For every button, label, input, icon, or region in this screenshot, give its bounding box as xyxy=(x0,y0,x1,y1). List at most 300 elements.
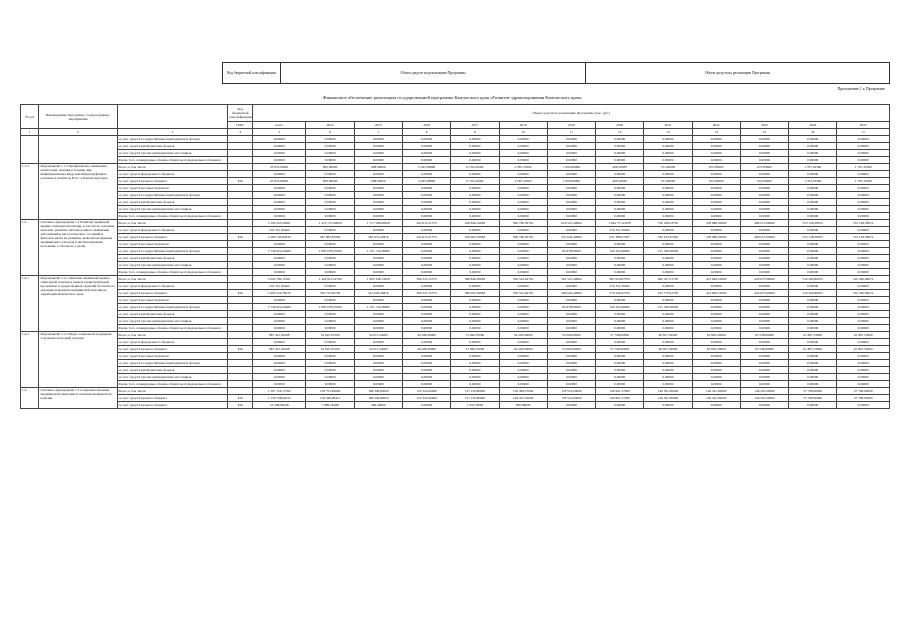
row-year-value: 61 867,53900 xyxy=(789,346,837,353)
row-year-value: 0,00000 xyxy=(789,353,837,360)
row-year-value: 0,00000 xyxy=(547,241,595,248)
row-year-value: 0,00000 xyxy=(354,297,402,304)
table-row xyxy=(21,248,890,255)
row-year-value: 0,00000 xyxy=(499,136,547,143)
row-year-value: 0,00000 xyxy=(403,381,451,388)
row-year-value: 0,00000 xyxy=(837,185,890,192)
row-num: 1.2.2. xyxy=(21,332,39,388)
row-year-value: 0,00000 xyxy=(547,227,595,234)
row-year-value: 0,00000 xyxy=(354,241,402,248)
table-row xyxy=(21,395,890,402)
table-row xyxy=(21,220,890,227)
row-year-value: 0,00000 xyxy=(740,304,788,311)
row-year-value: 0,00000 xyxy=(644,157,692,164)
row-year-value: 386 649,39638 xyxy=(451,276,499,283)
row-year-value: 0,00000 xyxy=(451,304,499,311)
row-year-value: 0,00000 xyxy=(499,255,547,262)
row-year-value: 146 391,00000 xyxy=(692,395,740,402)
row-year-value: 0,00000 xyxy=(499,297,547,304)
row-year-value: 0,00000 xyxy=(547,157,595,164)
row-year-value: 0,00000 xyxy=(499,185,547,192)
row-year-value: 0,00000 xyxy=(403,269,451,276)
row-year-value: 0,00000 xyxy=(499,353,547,360)
table-row xyxy=(21,318,890,325)
row-year-value: 0,00000 xyxy=(451,269,499,276)
row-grbs xyxy=(228,255,253,262)
row-year-value: 0,00000 xyxy=(451,192,499,199)
row-year-value: 0,00000 xyxy=(306,339,354,346)
row-year-value: 465 872,22816 xyxy=(354,234,402,241)
row-year-value: 0,00000 xyxy=(499,262,547,269)
row-year-value: 0,00000 xyxy=(306,297,354,304)
row-year-value: 61 867,53900 xyxy=(837,332,890,339)
row-year-value: 0,00000 xyxy=(306,150,354,157)
row-year-value: 1 767,43360 xyxy=(837,178,890,185)
col-grbs: ГРБС xyxy=(228,122,253,129)
row-year-value: 0,00000 xyxy=(451,381,499,388)
row-year-value: 0,00000 xyxy=(837,157,890,164)
row-total: 0,00000 xyxy=(253,157,306,164)
row-year-value: 0,00000 xyxy=(451,339,499,346)
row-total: 0,00000 xyxy=(253,339,306,346)
row-source: за счет средств прочих внебюджетных источников xyxy=(117,318,228,325)
row-year-value: 310 260,86072 xyxy=(837,290,890,297)
row-year-value: 0,00000 xyxy=(692,192,740,199)
row-year-value: 0,00000 xyxy=(547,297,595,304)
row-year-value: 420 675,99000 xyxy=(740,290,788,297)
row-year-value: 0,00000 xyxy=(789,297,837,304)
row-year-value: 530 433,87265 xyxy=(644,234,692,241)
row-year-value: 0,00000 xyxy=(692,136,740,143)
row-year-value: 0,00000 xyxy=(692,269,740,276)
row-year-value: 987 024,87970 xyxy=(596,276,644,283)
row-year-value: 0,00000 xyxy=(596,171,644,178)
row-year-value: 0,00000 xyxy=(354,325,402,332)
row-year-value: 7 899,54488 xyxy=(306,402,354,409)
row-year-value: 310 260,86072 xyxy=(789,290,837,297)
row-year-value: 0,00000 xyxy=(306,283,354,290)
row-year-value: 0,00000 xyxy=(403,157,451,164)
table-row xyxy=(21,283,890,290)
row-grbs xyxy=(228,241,253,248)
row-year-value: 0,00000 xyxy=(451,157,499,164)
row-year-value: 0,00000 xyxy=(547,339,595,346)
row-year-value: 0,00000 xyxy=(740,255,788,262)
row-source: за счет средств федерального бюджета xyxy=(117,339,228,346)
row-year-value: 482,40000 xyxy=(354,402,402,409)
page-title: Финансовое обеспечение реализации государственной программы Камчатского края «Развитие здравоохранения Камчатского края» xyxy=(322,95,583,100)
row-year-value: 0,00000 xyxy=(692,206,740,213)
row-grbs xyxy=(228,199,253,206)
row-total: 0,00000 xyxy=(253,192,306,199)
index-cell: 11 xyxy=(547,129,595,136)
row-total: 270 331,20462 xyxy=(253,227,306,234)
row-grbs: 816 xyxy=(228,395,253,402)
row-year-value: 0,00000 xyxy=(692,360,740,367)
row-year-value: 478 989,30000 xyxy=(692,220,740,227)
row-year-value: 0,00000 xyxy=(596,241,644,248)
row-year-value: 0,00000 xyxy=(547,367,595,374)
row-year-value: 0,00000 xyxy=(451,213,499,220)
row-year-value: 0,00000 xyxy=(740,248,788,255)
row-year-value: 0,00000 xyxy=(354,185,402,192)
row-total: 2 738 924,44000 xyxy=(253,304,306,311)
row-year-value: 0,00000 xyxy=(451,353,499,360)
row-year-value: 0,00000 xyxy=(403,325,451,332)
row-year-value: 0,00000 xyxy=(740,206,788,213)
row-year-value: 61 867,53900 xyxy=(789,332,837,339)
row-year-value: 0,00000 xyxy=(306,199,354,206)
row-year-value: 0,00000 xyxy=(306,318,354,325)
row-year-value: 0,00000 xyxy=(837,367,890,374)
row-year-value: 372 128,38972 xyxy=(837,234,890,241)
row-year-value: 0,00000 xyxy=(499,318,547,325)
row-year-value: 0,00000 xyxy=(354,367,402,374)
top-header-code: Код бюджетной классификации xyxy=(223,63,281,83)
row-year-value: 0,00000 xyxy=(499,283,547,290)
row-year-value: 0,00000 xyxy=(596,360,644,367)
row-year-value: 64 878,00000 xyxy=(547,304,595,311)
row-year-value: 0,00000 xyxy=(692,318,740,325)
row-source: за счет средств внебюджетных фондов xyxy=(117,367,228,374)
row-year-value: 0,00000 xyxy=(692,367,740,374)
row-grbs xyxy=(228,150,253,157)
row-year-value: 0,00000 xyxy=(547,360,595,367)
row-year-value: 57 748,00000 xyxy=(596,346,644,353)
row-year-value: 413 849,10000 xyxy=(692,276,740,283)
row-year-value: 0,00000 xyxy=(403,360,451,367)
row-year-value: 6 139,43366 xyxy=(451,178,499,185)
row-year-value: 54 236,00000 xyxy=(499,332,547,339)
row-year-value: 0,00000 xyxy=(740,136,788,143)
row-year-value: 0,00000 xyxy=(692,171,740,178)
col-num: № п/п xyxy=(21,105,39,129)
row-grbs xyxy=(228,360,253,367)
index-cell: 4 xyxy=(228,129,253,136)
row-grbs xyxy=(228,339,253,346)
row-year-value: 0,00000 xyxy=(596,269,644,276)
row-year-value: 999,90000 xyxy=(354,164,402,171)
row-year-value: 0,00000 xyxy=(692,325,740,332)
row-total: 0,00000 xyxy=(253,318,306,325)
row-name xyxy=(39,136,117,164)
row-year-value: 0,00000 xyxy=(499,150,547,157)
row-year-value: 0,00000 xyxy=(740,143,788,150)
row-year-value: 0,00000 xyxy=(837,192,890,199)
row-year-value: 0,00000 xyxy=(403,241,451,248)
row-year-value: 1 693,66096 xyxy=(547,178,595,185)
row-name: Мероприятие 1.2.1 Оказание первичной медико-санитарной помощи в рамках территориальной программы государственных гарантий бесплатного оказания гражданам медицинской помощи на территории Камчатского края xyxy=(39,276,117,332)
row-year-value: 0,00000 xyxy=(789,325,837,332)
row-source: Всего, в том числе: xyxy=(117,332,228,339)
row-year-value: 0,00000 xyxy=(354,283,402,290)
row-year-value: 0,00000 xyxy=(740,227,788,234)
row-year-value: 2 287,43582 xyxy=(499,164,547,171)
row-year-value: 0,00000 xyxy=(354,374,402,381)
row-year-value: 0,00000 xyxy=(740,199,788,206)
row-num xyxy=(21,136,39,164)
row-year-value: 0,00000 xyxy=(644,185,692,192)
row-year-value: 140 452,60000 xyxy=(596,304,644,311)
row-year-value: 0,00000 xyxy=(354,199,402,206)
row-year-value: 0,00000 xyxy=(547,255,595,262)
row-year-value: 64 878,00000 xyxy=(547,248,595,255)
row-grbs xyxy=(228,269,253,276)
row-grbs xyxy=(228,353,253,360)
row-year-value: 590 760,50761 xyxy=(499,234,547,241)
row-year-value: 0,00000 xyxy=(692,255,740,262)
row-year-value: 0,00000 xyxy=(740,360,788,367)
row-year-value: 496,59583 xyxy=(596,164,644,171)
row-grbs xyxy=(228,318,253,325)
row-year-value: 0,00000 xyxy=(692,213,740,220)
index-cell: 13 xyxy=(644,129,692,136)
row-total: 0,00000 xyxy=(253,262,306,269)
top-header-volume-1: Объем средств на реализацию Программы xyxy=(281,63,586,83)
row-source: за счет средств внебюджетных фондов xyxy=(117,255,228,262)
row-year-value: 152 324,00000 xyxy=(403,388,451,395)
row-year-value: 63 865,20000 xyxy=(692,346,740,353)
row-total: 0,00000 xyxy=(253,213,306,220)
row-year-value: 65 538,69000 xyxy=(740,332,788,339)
row-year-value: 0,00000 xyxy=(789,206,837,213)
row-year-value: 551 643,40984 xyxy=(547,234,595,241)
row-year-value: 0,00000 xyxy=(499,192,547,199)
row-total: 25 670,99981 xyxy=(253,164,306,171)
col-year: 2022 xyxy=(692,122,740,129)
row-year-value: 830,68000 xyxy=(499,402,547,409)
row-year-value: 895,00000 xyxy=(306,164,354,171)
row-year-value: 0,00000 xyxy=(644,339,692,346)
row-year-value: 0,00000 xyxy=(596,353,644,360)
row-year-value: 0,00000 xyxy=(499,157,547,164)
row-year-value: 0,00000 xyxy=(837,199,890,206)
row-year-value: 0,00000 xyxy=(740,262,788,269)
row-year-value: 152 324,00000 xyxy=(403,395,451,402)
row-year-value: 0,00000 xyxy=(644,297,692,304)
row-total: 10 588,96448 xyxy=(253,402,306,409)
row-year-value: 0,00000 xyxy=(451,248,499,255)
row-year-value: 52 925,07200 xyxy=(306,346,354,353)
table-row xyxy=(21,388,890,395)
row-year-value: 0,00000 xyxy=(837,171,890,178)
table-row xyxy=(21,332,890,339)
row-year-value: 0,00000 xyxy=(644,192,692,199)
row-source: за счет средств государственных внебюджетных фондов xyxy=(117,136,228,143)
table-row xyxy=(21,234,890,241)
row-year-value: 0,00000 xyxy=(644,171,692,178)
row-year-value: 0,00000 xyxy=(692,157,740,164)
col-year: 2016 xyxy=(403,122,451,129)
row-year-value: 0,00000 xyxy=(451,206,499,213)
row-year-value: 0,00000 xyxy=(596,255,644,262)
row-year-value: 413 626,26816 xyxy=(354,290,402,297)
row-year-value: 0,00000 xyxy=(837,325,890,332)
index-cell: 3 xyxy=(117,129,228,136)
row-year-value: 0,00000 xyxy=(451,262,499,269)
row-year-value: 616 521,40984 xyxy=(547,220,595,227)
row-year-value: 0,00000 xyxy=(354,311,402,318)
row-grbs xyxy=(228,283,253,290)
table-row xyxy=(21,269,890,276)
row-year-value: 0,00000 xyxy=(644,367,692,374)
row-year-value: 1 044 771,22970 xyxy=(596,220,644,227)
row-year-value: 0,00000 xyxy=(644,150,692,157)
table-row xyxy=(21,157,890,164)
row-year-value: 0,00000 xyxy=(740,311,788,318)
row-total: 0,00000 xyxy=(253,150,306,157)
row-year-value: 0,00000 xyxy=(403,185,451,192)
row-year-value: 0,00000 xyxy=(740,297,788,304)
row-year-value: 0,00000 xyxy=(451,374,499,381)
row-year-value: 5 045,38896 xyxy=(403,164,451,171)
row-year-value: 0,00000 xyxy=(451,185,499,192)
row-total: 0,00000 xyxy=(253,185,306,192)
row-grbs xyxy=(228,388,253,395)
row-year-value: 0,00000 xyxy=(837,255,890,262)
row-total: 2 738 924,44000 xyxy=(253,248,306,255)
row-grbs xyxy=(228,367,253,374)
row-total: 0,00000 xyxy=(253,360,306,367)
row-year-value: 0,00000 xyxy=(789,241,837,248)
table-row xyxy=(21,311,890,318)
row-year-value: 0,00000 xyxy=(499,311,547,318)
row-year-value: 0,00000 xyxy=(596,157,644,164)
row-year-value: 0,00000 xyxy=(354,353,402,360)
row-year-value: 0,00000 xyxy=(403,143,451,150)
row-year-value: 0,00000 xyxy=(547,185,595,192)
row-year-value: 0,00000 xyxy=(789,283,837,290)
index-cell: 8 xyxy=(403,129,451,136)
row-year-value: 0,00000 xyxy=(403,402,451,409)
table-row xyxy=(21,136,890,143)
row-grbs xyxy=(228,262,253,269)
table-row xyxy=(21,276,890,283)
row-num: 1.2. xyxy=(21,220,39,276)
row-year-value: 0,00000 xyxy=(740,241,788,248)
row-source: за счет средств прочих внебюджетных источников xyxy=(117,206,228,213)
row-year-value: 0,00000 xyxy=(837,311,890,318)
row-year-value: 0,00000 xyxy=(740,339,788,346)
row-num: 1.1.3. xyxy=(21,164,39,220)
row-year-value: 0,00000 xyxy=(692,297,740,304)
row-year-value: 51 996,70000 xyxy=(451,346,499,353)
row-source: Кроме того, планируемые объемы обязательств федерального бюджета xyxy=(117,157,228,164)
row-year-value: 0,00000 xyxy=(692,248,740,255)
row-source: Кроме того, планируемые объемы обязательств федерального бюджета xyxy=(117,325,228,332)
row-total: 0,00000 xyxy=(253,367,306,374)
row-year-value: 0,00000 xyxy=(354,339,402,346)
row-year-value: 0,00000 xyxy=(692,381,740,388)
row-year-value: 0,00000 xyxy=(692,262,740,269)
row-total: 270 331,20462 xyxy=(253,283,306,290)
row-year-value: 0,00000 xyxy=(644,283,692,290)
row-year-value: 0,00000 xyxy=(499,367,547,374)
table-row xyxy=(21,367,890,374)
row-year-value: 0,00000 xyxy=(740,374,788,381)
row-year-value: 0,00000 xyxy=(837,136,890,143)
row-year-value: 0,00000 xyxy=(596,374,644,381)
table-row xyxy=(21,199,890,206)
row-year-value: 0,00000 xyxy=(403,136,451,143)
row-year-value: 0,00000 xyxy=(596,381,644,388)
row-year-value: 0,00000 xyxy=(451,318,499,325)
row-year-value: 0,00000 xyxy=(740,325,788,332)
table-row xyxy=(21,290,890,297)
row-year-value: 0,00000 xyxy=(403,227,451,234)
row-year-value: 37 798,00000 xyxy=(789,388,837,395)
row-year-value: 0,00000 xyxy=(499,241,547,248)
row-year-value: 55 000,00000 xyxy=(547,332,595,339)
row-year-value: 0,00000 xyxy=(403,283,451,290)
row-year-value: 168 346,80000 xyxy=(354,388,402,395)
row-year-value: 0,00000 xyxy=(403,367,451,374)
row-year-value: 730 188,23765 xyxy=(644,220,692,227)
row-year-value: 0,00000 xyxy=(547,269,595,276)
row-year-value: 0,00000 xyxy=(451,150,499,157)
table-row xyxy=(21,360,890,367)
col-volume: Объем средств на реализацию Программы (тыс. руб.) xyxy=(253,105,890,122)
row-year-value: 146 391,00000 xyxy=(740,395,788,402)
row-year-value: 0,00000 xyxy=(354,213,402,220)
row-year-value: 0,00000 xyxy=(596,199,644,206)
row-year-value: 0,00000 xyxy=(644,199,692,206)
row-year-value: 0,00000 xyxy=(740,381,788,388)
row-year-value: 146 391,00000 xyxy=(740,388,788,395)
row-year-value: 428 646,54638 xyxy=(451,220,499,227)
row-year-value: 0,00000 xyxy=(306,374,354,381)
row-year-value: 61 867,53900 xyxy=(837,346,890,353)
row-year-value: 1 251 716,38000 xyxy=(354,248,402,255)
row-total: 1 597 156,17395 xyxy=(253,388,306,395)
row-year-value: 0,00000 xyxy=(789,367,837,374)
row-total: 0,00000 xyxy=(253,241,306,248)
row-total: 0,00000 xyxy=(253,325,306,332)
row-year-value: 49 288,36000 xyxy=(403,346,451,353)
row-year-value: 1 767,43360 xyxy=(789,178,837,185)
row-source: за счет средств государственных внебюджетных фондов xyxy=(117,192,228,199)
row-year-value: 0,00000 xyxy=(789,339,837,346)
row-total: 687 421,20298 xyxy=(253,346,306,353)
row-source: за счет средств прочих внебюджетных источников xyxy=(117,374,228,381)
row-year-value: 0,00000 xyxy=(789,262,837,269)
table-row xyxy=(21,213,890,220)
row-year-value: 146 391,00000 xyxy=(692,388,740,395)
row-year-value: 0,00000 xyxy=(403,374,451,381)
row-year-value: 0,00000 xyxy=(837,283,890,290)
row-year-value: 0,00000 xyxy=(499,339,547,346)
row-year-value: 0,00000 xyxy=(596,213,644,220)
row-year-value: 51 996,70000 xyxy=(451,332,499,339)
row-year-value: 0,00000 xyxy=(837,304,890,311)
row-num: 1.3. xyxy=(21,388,39,409)
row-year-value: 0,00000 xyxy=(644,143,692,150)
row-year-value: 1 693,66096 xyxy=(547,164,595,171)
row-year-value: 0,00000 xyxy=(740,192,788,199)
row-year-value: 37 798,00000 xyxy=(837,395,890,402)
row-year-value: 0,00000 xyxy=(644,136,692,143)
row-year-value: 0,00000 xyxy=(354,171,402,178)
row-year-value: 0,00000 xyxy=(499,206,547,213)
row-year-value: 0,00000 xyxy=(499,381,547,388)
row-year-value: 140 452,60000 xyxy=(596,248,644,255)
row-year-value: 0,00000 xyxy=(547,311,595,318)
row-year-value: 0,00000 xyxy=(403,150,451,157)
row-year-value: 0,00000 xyxy=(644,311,692,318)
row-year-value: 0,00000 xyxy=(354,206,402,213)
col-year: 2015 xyxy=(354,122,402,129)
col-year: 2014 xyxy=(306,122,354,129)
